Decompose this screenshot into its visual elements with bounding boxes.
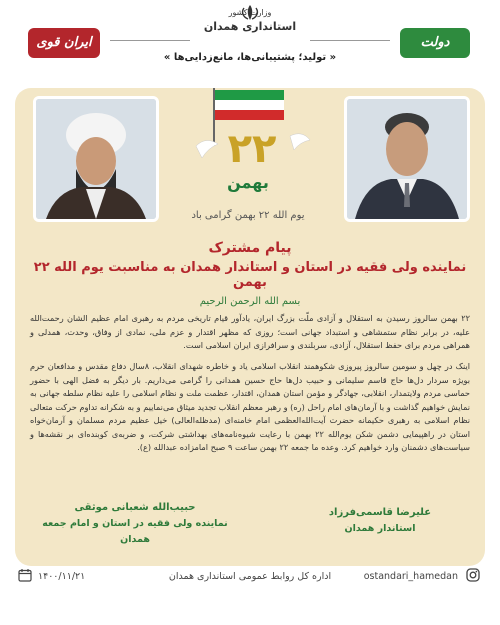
dove-icon — [196, 140, 218, 158]
bismillah: بسم الله الرحمن الرحیم — [199, 296, 301, 307]
signature-representative — [40, 500, 230, 548]
footer-publisher: اداره کل روابط عمومی استانداری همدان — [168, 571, 332, 582]
badge-dolat-mardomi: دولت مردمی — [400, 28, 470, 58]
message-title: پیام مشترک — [208, 240, 292, 256]
signature-representative-title: نماینده ولی فقیه در استان و امام جمعه همدان — [42, 518, 228, 545]
photo-representative — [33, 96, 159, 222]
instagram-handle[interactable]: ostandari_hamedan — [363, 571, 458, 582]
paragraph-1: ۲۲ بهمن سالروز رسیدن به استقلال و آزادی ملّت بزرگ ایران، یادآور قیام تاریخی مردم به رهبری امام عظیم الشان رحمت‌الله علیه، در برابر نظام ستمشاهی و استبداد جهانی است؛ روزی که مظهر اقتدار و عزم ملی، نمادی از وفاق، وحدت، همدلی و همراهی مردم برای حفظ استقلال، آزادی، سربلندی و سرافرازی ایران اسلامی است. — [30, 313, 470, 350]
ministry-line2: استانداری همدان — [203, 20, 297, 33]
slogan: « تولید؛ پشتیبانی‌ها، مانع‌زدایی‌ها » — [163, 52, 337, 63]
emblem-caption: یوم الله ۲۲ بهمن گرامی باد — [191, 210, 305, 221]
signature-governor-title: استاندار همدان — [344, 523, 416, 534]
message-subtitle: نماینده ولی فقیه در استان و استاندار همدان به مناسبت یوم الله ۲۲ بهمن — [33, 260, 467, 290]
paragraph-2: اینک در چهل و سومین سالروز پیروزی شکوهمند انقلاب اسلامی یاد و خاطره شهدای انقلاب، ۸سال دفاع مقدس و مدافعان حرم بویژه سردار دل‌ها حاج قاسم سلیمانی و حبیب دل‌ها حاج حسین همدانی را گرامی می‌داریم. بار دیگر به فضل الهی با حضور حماسی مردم ولایتمدار، انقلابی، جهادگر و مؤمن استان همدان، اقتدار، عظمت ملت و نظام اسلامی را علیه نظام سلطه جهانی به نمایش خواهیم گذاشت و با آرمان‌های امام راحل (ره) و رهبر معظم انقلاب تجدید میثاق می‌نماییم و به شکرانه تداوم حرکت متعالی نظام اسلامی به رهبری حکیمانه حضرت آیت‌الله‌العظمی امام خامنه‌ای (مدظله‌العالی) خیل عظیم مردم مسلمان و آرمان‌خواه استان در راهپیمایی دشمن شکن یوم‌الله ۲۲ بهمن با رعایت شیوه‌نامه‌های بهداشتی شرکت، و ضربه‌ی کوبنده‌ای بر نقشه‌ها و سیاست‌های دشمنان وارد خواهیم کرد. وعده ما جمعه ۲۲ بهمن ساعت ۹ صبح امامزاده عبدالله (ع). — [30, 361, 471, 452]
photo-governor — [344, 96, 470, 222]
signature-representative-name: حبیب‌الله شعبانی موثقی — [74, 502, 196, 513]
signature-governor — [300, 505, 460, 537]
ministry-line1: وزارت کشور — [228, 8, 272, 17]
portrait-cleric-image — [36, 99, 156, 219]
badge-iran-ghavi: ایران قوی — [28, 28, 100, 58]
bahman-22-emblem — [178, 86, 318, 236]
portrait-governor-image — [347, 99, 467, 219]
header — [0, 0, 500, 88]
signature-governor-name: علیرضا قاسمی‌فرزاد — [328, 507, 432, 518]
bottom-band — [0, 595, 500, 625]
calendar-icon — [18, 568, 32, 582]
divider-left — [110, 40, 190, 41]
publish-date: ۱۴۰۰/۱۱/۲۱ — [38, 571, 86, 582]
dove-icon — [290, 134, 310, 150]
emblem-word: بهمن — [227, 173, 269, 192]
emblem-number: ۲۲ — [227, 126, 277, 172]
divider-right — [310, 40, 390, 41]
